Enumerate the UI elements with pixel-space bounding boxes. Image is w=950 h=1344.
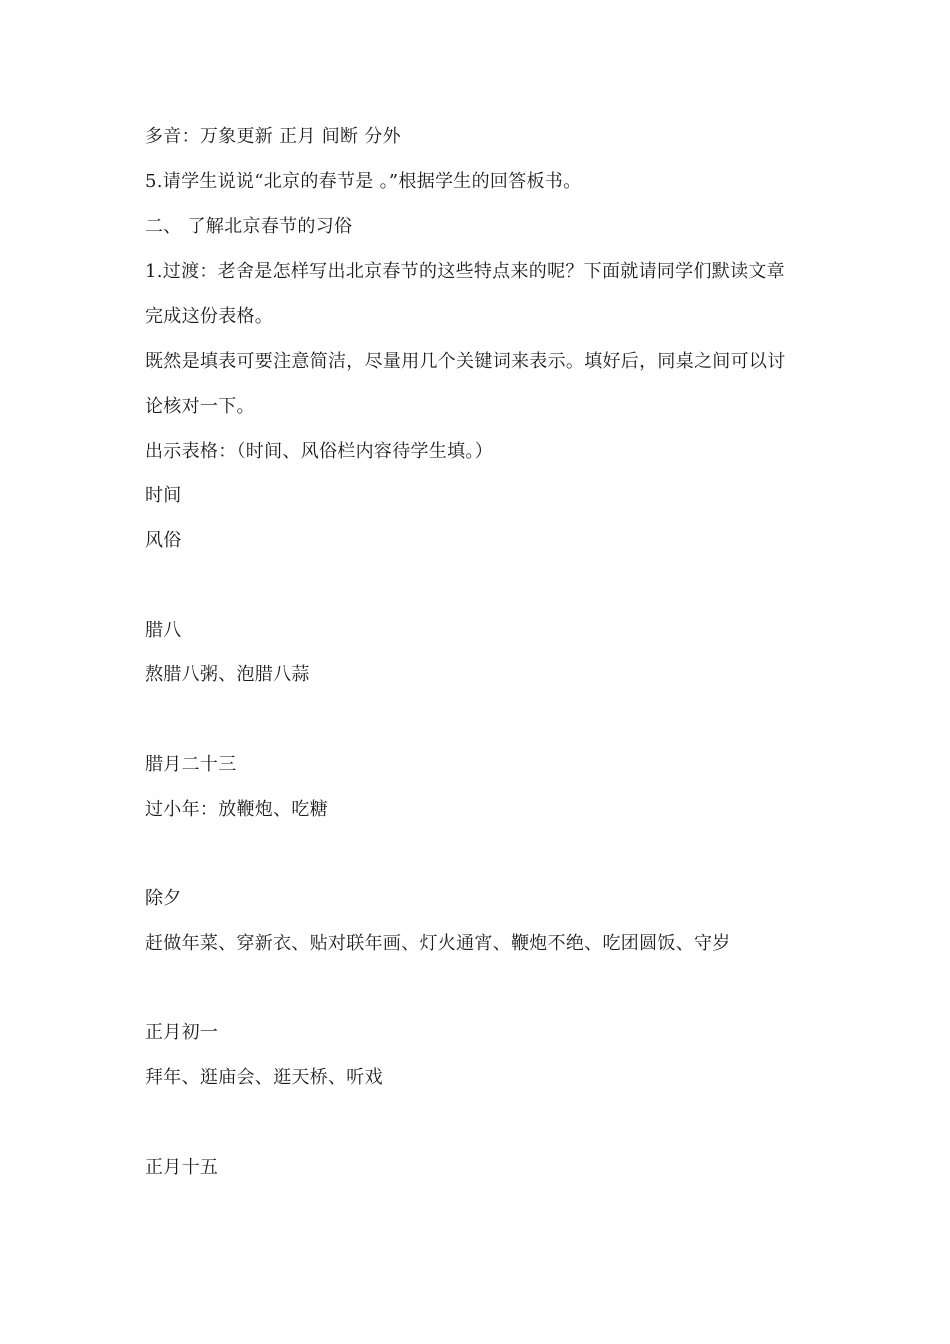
transition-line-2: 完成这份表格。 (145, 306, 274, 327)
table-row-custom: 过小年：放鞭炮、吃糖 (145, 799, 328, 820)
table-row-time: 腊月二十三 (145, 754, 237, 775)
polyphone-line: 多音：万象更新 正月 间断 分外 (145, 126, 401, 147)
instruction-line-1: 既然是填表可要注意简洁，尽量用几个关键词来表示。填好后，同桌之间可以讨 (145, 351, 786, 372)
transition-line-1: 1.过渡：老舍是怎样写出北京春节的这些特点来的呢？下面就请同学们默读文章 (145, 261, 785, 282)
table-row-time: 除夕 (145, 888, 182, 909)
table-intro-line: 出示表格：（时间、风俗栏内容待学生填。） (145, 441, 493, 462)
table-row-time: 正月初一 (145, 1022, 219, 1043)
table-row-custom: 拜年、逛庙会、逛天桥、听戏 (145, 1067, 383, 1088)
table-row-time: 腊八 (145, 620, 182, 641)
table-row-time: 正月十五 (145, 1157, 219, 1178)
table-header-time: 时间 (145, 485, 182, 506)
table-row-custom: 熬腊八粥、泡腊八蒜 (145, 664, 310, 685)
step-5-line: 5.请学生说说“北京的春节是 。”根据学生的回答板书。 (145, 171, 582, 192)
section-heading: 二、 了解北京春节的习俗 (145, 216, 353, 237)
instruction-line-2: 论核对一下。 (145, 396, 255, 417)
table-header-custom: 风俗 (145, 530, 182, 551)
table-row-custom: 赶做年菜、穿新衣、贴对联年画、灯火通宵、鞭炮不绝、吃团圆饭、守岁 (145, 933, 731, 954)
